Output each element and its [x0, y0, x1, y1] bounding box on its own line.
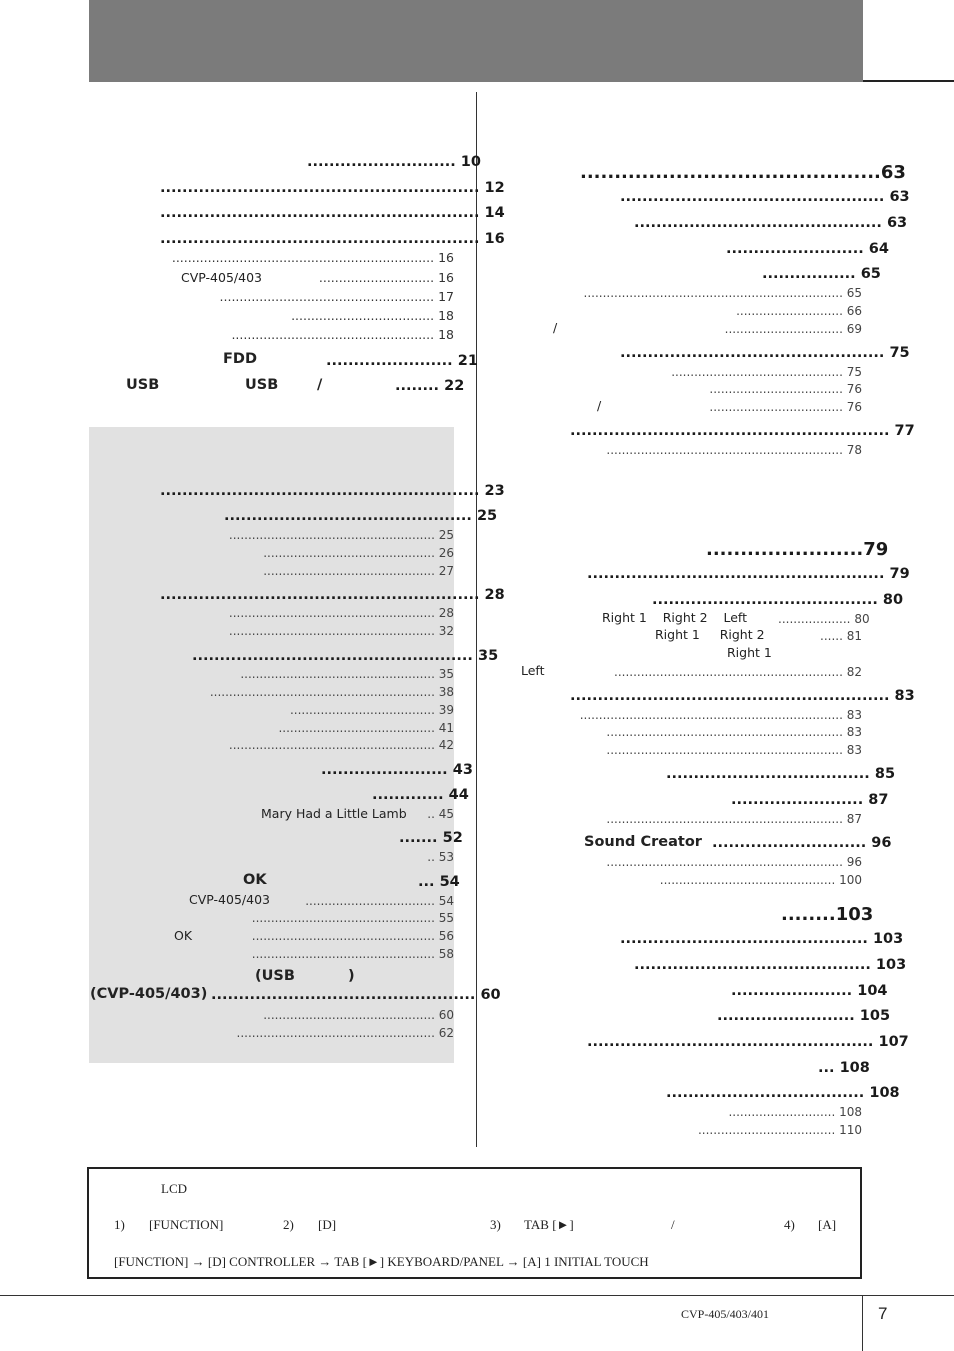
toc-label: (CVP-405/403) — [90, 986, 208, 1002]
toc-entry[interactable]: .................................................................... 65 — [583, 286, 862, 300]
toc-label: / — [553, 320, 558, 335]
toc-entry[interactable]: .............................................................. 87 — [606, 812, 862, 826]
toc-entry[interactable]: .......................................................... 14 — [160, 205, 505, 221]
toc-entry[interactable]: ................................... 76 — [709, 400, 862, 414]
toc-entry[interactable]: ......................... 64 — [726, 241, 889, 257]
toc-entry[interactable]: ................... 80 — [778, 612, 870, 626]
note-step-slash: / — [671, 1217, 675, 1232]
toc-entry[interactable]: .......................79 — [706, 539, 889, 560]
toc-entry[interactable]: ... 108 — [818, 1060, 870, 1076]
page-number: 7 — [878, 1304, 888, 1323]
toc-entry[interactable]: ...................................................... 17 — [219, 289, 454, 304]
toc-entry[interactable]: ................................................... 35 — [240, 667, 454, 681]
toc-label: (USB — [255, 968, 295, 984]
toc-entry[interactable]: .................................................................. 16 — [171, 250, 454, 265]
toc-entry[interactable]: ...................................................... 79 — [587, 566, 910, 582]
note-step-number: 4) — [784, 1217, 795, 1232]
toc-entry[interactable]: ..................................... 85 — [666, 766, 896, 782]
toc-entry[interactable]: .................................................... 107 — [587, 1034, 909, 1050]
note-step-button: [FUNCTION] — [149, 1217, 224, 1232]
toc-label: CVP-405/403 — [181, 270, 262, 285]
toc-entry[interactable]: ....................... 43 — [321, 762, 473, 778]
toc-entry[interactable]: ...................................................... 25 — [228, 528, 454, 542]
toc-entry[interactable]: ................................................ 58 — [251, 947, 454, 961]
toc-entry[interactable]: ............................................. 25 — [224, 508, 498, 524]
footer-model-name: CVP-405/403/401 — [681, 1307, 770, 1321]
toc-entry[interactable]: ......................... 105 — [717, 1008, 891, 1024]
toc-entry[interactable]: ............................ 108 — [728, 1105, 862, 1119]
toc-label: Right 1 — [727, 645, 772, 660]
toc-label: ) — [348, 968, 355, 984]
toc-entry[interactable]: ................. 65 — [762, 266, 881, 282]
toc-entry[interactable]: .............................................................. 96 — [606, 855, 862, 869]
toc-entry[interactable]: ................................................... 18 — [231, 327, 454, 342]
toc-entry[interactable]: ...................................................... 32 — [228, 624, 454, 638]
toc-entry[interactable]: .. 45 — [427, 807, 454, 821]
toc-entry[interactable]: ......................................... 80 — [652, 592, 904, 608]
toc-entry[interactable]: ................................................ 56 — [251, 929, 454, 943]
toc-entry[interactable]: ...... 81 — [820, 629, 862, 643]
toc-entry[interactable]: ............................. 16 — [318, 270, 454, 285]
toc-label: Right 1 Right 2 Left — [602, 610, 747, 625]
toc-entry[interactable]: .............................................................. 78 — [606, 443, 862, 457]
toc-entry[interactable]: .. 53 — [427, 850, 454, 864]
toc-entry[interactable]: ............................................63 — [580, 162, 906, 183]
toc-entry[interactable]: .......................................................... 12 — [160, 180, 505, 196]
toc-entry[interactable]: .......................................................... 23 — [160, 483, 505, 499]
toc-label: USB — [126, 377, 160, 393]
toc-entry[interactable]: ................................................ 75 — [620, 345, 910, 361]
toc-entry[interactable]: ............................................................ 82 — [614, 665, 862, 679]
note-step-number: 1) — [114, 1217, 125, 1232]
note-step-number: 3) — [490, 1217, 501, 1232]
toc-label: / — [597, 398, 602, 413]
toc-entry[interactable]: .......................................................... 28 — [160, 587, 505, 603]
toc-label: / — [317, 377, 323, 393]
note-step-button: [D] — [318, 1217, 337, 1232]
toc-entry[interactable]: .......................................................... 77 — [570, 423, 915, 439]
note-step-number: 2) — [283, 1217, 294, 1232]
toc-entry[interactable]: ......................................... 41 — [278, 721, 454, 735]
toc-entry[interactable]: ............................ 96 — [712, 835, 892, 851]
toc-entry[interactable]: ............................................. 75 — [671, 365, 862, 379]
toc-entry[interactable]: .................................. 54 — [305, 894, 454, 908]
toc-entry[interactable]: ............................................. 103 — [620, 931, 904, 947]
toc-entry[interactable]: ................................... 76 — [709, 382, 862, 396]
toc-entry[interactable]: ...................................................... 42 — [228, 738, 454, 752]
note-step-button: TAB [►] — [524, 1217, 574, 1232]
toc-entry[interactable]: .............................................. 100 — [659, 873, 862, 887]
toc-entry[interactable]: .................................... 110 — [697, 1123, 862, 1137]
toc-entry[interactable]: ............................................. 63 — [634, 215, 908, 231]
toc-entry[interactable]: ................................................ 60 — [211, 987, 501, 1003]
toc-label: Left — [521, 663, 545, 678]
toc-entry[interactable]: .......................................................... 16 — [160, 231, 505, 247]
toc-label: CVP-405/403 — [189, 892, 270, 907]
toc-entry[interactable]: ................................................... 35 — [192, 648, 499, 664]
toc-entry[interactable]: .................................................... 62 — [236, 1026, 454, 1040]
note-operation-path: [FUNCTION] → [D] CONTROLLER → TAB [►] KEYBOARD/PANEL → [A] 1 INITIAL TOUCH — [114, 1254, 649, 1269]
toc-entry[interactable]: ........................................... 103 — [634, 957, 907, 973]
toc-entry[interactable]: ....................... 21 — [326, 353, 478, 369]
toc-entry[interactable]: ....... 52 — [399, 830, 463, 846]
toc-entry[interactable]: ................................................ 63 — [620, 189, 910, 205]
header-rule — [863, 80, 954, 82]
toc-entry[interactable]: ........................ 87 — [731, 792, 889, 808]
toc-entry[interactable]: ...................... 104 — [731, 983, 888, 999]
toc-entry[interactable]: ............................... 69 — [724, 322, 862, 336]
toc-label: FDD — [223, 351, 257, 367]
header-bar — [89, 0, 863, 82]
note-step-button: [A] — [818, 1217, 837, 1232]
toc-entry[interactable]: ........................... 10 — [307, 154, 481, 170]
note-lcd-label: LCD — [161, 1181, 187, 1196]
toc-label: OK — [243, 872, 267, 888]
toc-entry[interactable]: .................................... 108 — [666, 1085, 900, 1101]
toc-entry[interactable]: ...................................................... 28 — [228, 606, 454, 620]
toc-entry[interactable]: ............................................. 60 — [263, 1008, 454, 1022]
footer-rule — [0, 1295, 954, 1296]
toc-entry[interactable]: .............................................................. 83 — [606, 743, 862, 757]
toc-label: Sound Creator — [584, 834, 702, 850]
toc-entry[interactable]: .............................................................. 83 — [606, 725, 862, 739]
toc-label: USB — [245, 377, 279, 393]
toc-label: OK — [174, 928, 193, 943]
toc-label: Mary Had a Little Lamb — [261, 806, 407, 821]
toc-entry[interactable]: ........103 — [781, 904, 874, 925]
toc-label: Right 1 Right 2 — [655, 627, 765, 642]
toc-entry[interactable]: ............................................. 27 — [263, 564, 454, 578]
toc-entry[interactable]: ............. 44 — [372, 787, 469, 803]
toc-entry[interactable]: ... 54 — [418, 874, 460, 890]
toc-entry[interactable]: .......................................................... 83 — [570, 688, 915, 704]
toc-entry[interactable]: ................................................ 55 — [251, 911, 454, 925]
toc-entry[interactable]: ........ 22 — [395, 378, 465, 394]
toc-entry[interactable]: ........................................................... 38 — [209, 685, 454, 699]
toc-entry[interactable]: ...................................... 39 — [289, 703, 454, 717]
toc-entry[interactable]: ............................................. 26 — [263, 546, 454, 560]
footer-divider — [862, 1295, 863, 1351]
toc-entry[interactable]: ..................................................................... 83 — [579, 708, 862, 722]
toc-entry[interactable]: ............................ 66 — [736, 304, 862, 318]
toc-entry[interactable]: .................................... 18 — [291, 308, 454, 323]
